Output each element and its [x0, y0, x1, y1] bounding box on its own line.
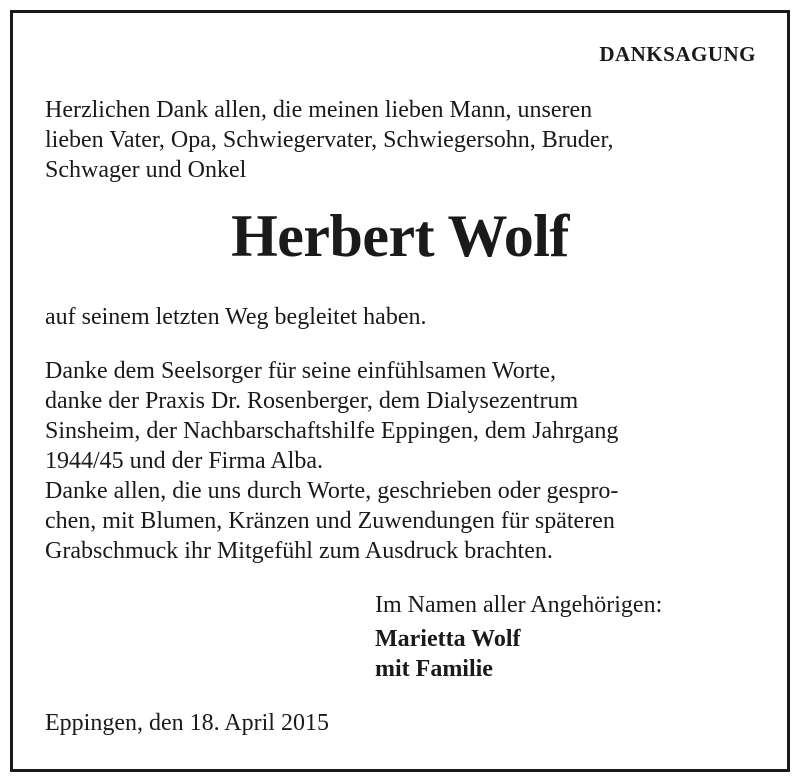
- intro-paragraph: [45, 95, 614, 185]
- signature-family: mit Familie: [375, 656, 493, 682]
- thanks-line: Sinsheim, der Nachbarschaftshilfe Eppingen, dem Jahrgang: [45, 418, 619, 444]
- thanks-line: Grabschmuck ihr Mitgefühl zum Ausdruck brachten.: [45, 538, 553, 564]
- signature-block: [375, 590, 662, 684]
- notice-heading: DANKSAGUNG: [599, 42, 756, 66]
- thanks-paragraph: [45, 356, 618, 566]
- signature-name: Marietta Wolf: [375, 626, 521, 652]
- deceased-name: Herbert Wolf: [231, 203, 569, 269]
- intro-line: lieben Vater, Opa, Schwiegervater, Schwiegersohn, Bruder,: [45, 127, 614, 153]
- intro-line: Schwager und Onkel: [45, 157, 247, 183]
- intro-line: Herzlichen Dank allen, die meinen lieben Mann, unseren: [45, 97, 593, 123]
- place-date: Eppingen, den 18. April 2015: [45, 710, 329, 736]
- thanks-line: Danke allen, die uns durch Worte, geschrieben oder gespro-: [45, 478, 619, 504]
- after-name-line: auf seinem letzten Weg begleitet haben.: [45, 304, 427, 330]
- thanks-line: Danke dem Seelsorger für seine einfühlsamen Worte,: [45, 358, 557, 384]
- signature-preamble: Im Namen aller Angehörigen:: [375, 592, 663, 618]
- thanks-line: chen, mit Blumen, Kränzen und Zuwendungen für späteren: [45, 508, 615, 534]
- thanks-line: danke der Praxis Dr. Rosenberger, dem Dialysezentrum: [45, 388, 579, 414]
- thanks-line: 1944/45 und der Firma Alba.: [45, 448, 323, 474]
